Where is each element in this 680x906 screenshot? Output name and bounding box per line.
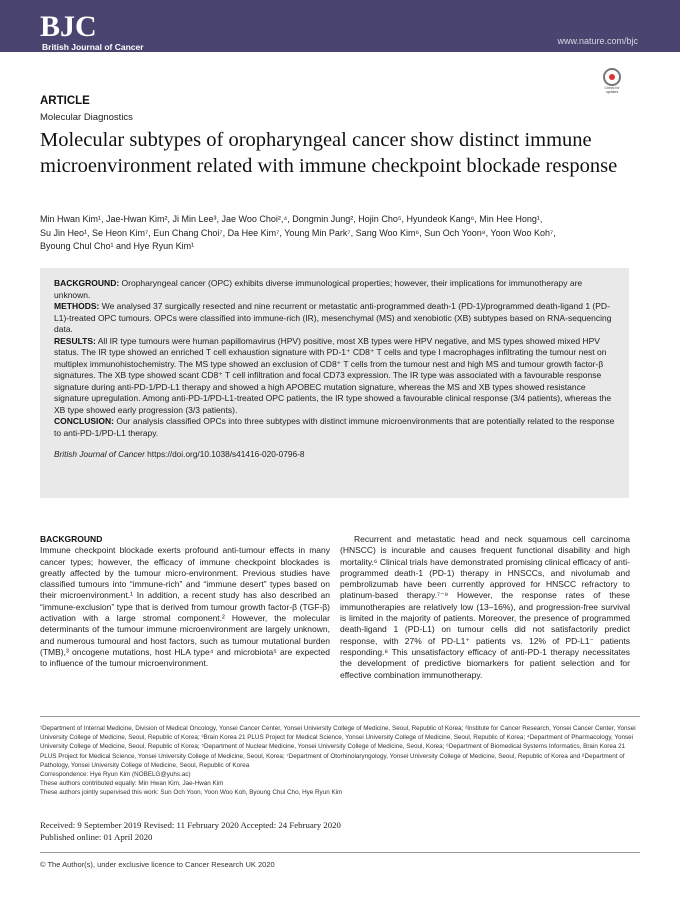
publication-dates <box>40 820 341 843</box>
abstract-conclusion <box>54 416 615 439</box>
body-paragraph: Immune checkpoint blockade exerts profound anti-tumour effects in many cancer types; however, the efficacy of immune checkpoint blockades is greatly affected by the tumour micro-environment. Previous studies have classified tumours into “immune-rich” and “immune desert” types based on their microenvironment.¹ In addition, a recent study has also described an “immune-exclusion” type that is derived from tumour growth factor-β (TGF-β) activation with a large stromal component.² However, the molecular determinants of the tumour immune microenvironment are largely unknown, and numerous tumoural and host factors, such as tumour mutational burden (TMB),³ oncogene mutations, host HLA type⁴ and microbiota⁵ are expected to influence of the tumour microenvironment. <box>40 545 330 669</box>
author-line: Su Jin Heo¹, Se Heon Kim⁷, Eun Chang Choi⁷, Da Hee Kim⁷, Young Min Park⁷, Sang Woo Kim⁶, Sun Och Yoon⁸, Yoon Woo Koh⁷, <box>40 227 556 238</box>
article-type-label: ARTICLE <box>40 95 90 107</box>
equal-contribution-note: These authors contributed equally: Min Hwan Kim, Jae-Hwan Kim <box>40 780 224 788</box>
author-line: Byoung Chul Cho¹ and Hye Ryun Kim¹ <box>40 241 195 251</box>
affiliations-block <box>40 724 640 798</box>
abstract-background <box>54 278 615 301</box>
section-heading: BACKGROUND <box>40 534 103 544</box>
body-paragraph: Recurrent and metastatic head and neck squamous cell carcinoma (HNSCC) is incurable and causes frequent functional disability and high mortality.⁶ Clinical trials have demonstrated promising clinical efficacy of anti-programmed death-1 (PD-1) therapy in HNSCCs, and nivolumab and pembrolizumab have been currently approved for HNSCC refractory to platinum-based therapy.⁷⁻⁹ However, the response rates of these immunotherapies are relatively low (13–16%), and progression-free survival is limited in the majority of patients. Moreover, the presence of programmed death-ligand 1 (PD-L1) on tumour cells did not satisfactorily predict response, with 27% of PD-L1⁺ patients vs. 12% of PD-L1⁻ patients responding.⁸ This unsatisfactory efficacy of anti-PD-1 therapy necessitates the development of predictive biomarkers for patient selection and for effective combination immunotherapy. <box>340 534 630 680</box>
author-line: Min Hwan Kim¹, Jae-Hwan Kim², Ji Min Lee³, Jae Woo Choi²,⁴, Dongmin Jung², Hojin Cho⁵, Hyundeok Kang⁶, Min Hee Hong¹, <box>40 214 543 224</box>
abstract-results <box>54 336 615 417</box>
check-for-updates-badge[interactable] <box>600 68 624 96</box>
journal-name: British Journal of Cancer <box>42 42 144 52</box>
abstract-conclusion-text: Our analysis classified OPCs into three subtypes with distinct immune microenvironments that are potentially related to the response to anti-PD-1/PD-L1 therapy. <box>54 416 615 438</box>
citation-journal: British Journal of Cancer <box>54 449 145 459</box>
author-list <box>40 213 640 254</box>
abstract-conclusion-label: CONCLUSION: <box>54 416 114 426</box>
abstract-methods-label: METHODS: <box>54 301 100 311</box>
citation-line <box>54 449 615 461</box>
check-updates-icon <box>603 68 621 86</box>
published-date: Published online: 01 April 2020 <box>40 831 153 842</box>
site-url-link[interactable]: www.nature.com/bjc <box>557 36 638 46</box>
abstract-box <box>40 268 629 498</box>
journal-logo[interactable]: BJC <box>40 10 97 43</box>
abstract-results-label: RESULTS: <box>54 335 96 346</box>
copyright-divider <box>40 852 640 853</box>
joint-supervision-note: These authors jointly supervised this work: Sun Och Yoon, Yoon Woo Koh, Byoung Chul Cho, Hye Ryun Kim <box>40 789 343 797</box>
subject-label: Molecular Diagnostics <box>40 112 133 123</box>
abstract-methods-text: We analysed 37 surgically resected and nine recurrent or metastatic anti-programmed death-1 (PD-1)/programmed death-ligand 1 (PD-L1)-treated OPC tumours. OPCs were classified into immune-rich (IR), mesenchymal (MS) and xenobiotic (XB) subtypes based on RNA-sequencing data. <box>54 301 612 334</box>
journal-header <box>0 0 680 52</box>
abstract-results-text: All IR type tumours were human papillomavirus (HPV) positive, most XB types were HPV negative, and MS types showed mixed HPV status. The IR type showed an enriched T cell exhaustion signature with PD-1⁺ CD8⁺ T cells and type I macrophages infiltrating the tumour nest on multiplex immunohistochemistry. The MS type showed an exclusion of CD8⁺ T cells from the tumour nest and high MS and tumour growth factor-β signatures. The XB type showed scant CD8⁺ T cell infiltration and focal CD73 expression. The IR type was associated with a favourable response signature during anti-PD-1/PD-L1 therapy and showed a high APOBEC mutation signature, whereas the MS and XB types showed resistance signature upregulation. Among anti-PD-1/PD-L1-treated OPC patients, the IR type showed a favourable clinical response (3/4 patients), whereas the XB type showed early progression (3/3 patients). <box>54 335 612 415</box>
abstract-background-label: BACKGROUND: <box>54 278 120 288</box>
article-title: Molecular subtypes of oropharyngeal cancer show distinct immune microenvironment related with immune checkpoint blockade response <box>40 129 618 177</box>
copyright-notice: © The Author(s), under exclusive licence to Cancer Research UK 2020 <box>40 860 275 869</box>
body-column-left <box>40 534 330 670</box>
correspondence-text[interactable]: Correspondence: Hye Ryun Kim (NOBELG@yuhs.ac) <box>40 771 191 779</box>
doi-link[interactable]: https://doi.org/10.1038/s41416-020-0796-8 <box>144 449 305 459</box>
abstract-background-text: Oropharyngeal cancer (OPC) exhibits diverse immunological properties; however, their implications for immunotherapy are unknown. <box>54 278 583 300</box>
affiliations-text: ¹Department of Internal Medicine, Division of Medical Oncology, Yonsei Cancer Center, Yonsei University College of Medicine, Seoul, Republic of Korea; ²Institute for Cancer Research, Yonsei Cancer Center, Yonsei University College of Medicine, Seoul, Republic of Korea; ³Brain Korea 21 PLUS Project for Medical Science, Yonsei University College of Medicine, Seoul, Republic of Korea; ⁴Department of Pharmacology, Yonsei University College of Medicine, Seoul, Republic of Korea; ⁵Department of Nuclear Medicine, Yonsei University College of Medicine, Seoul, Korea; ⁶Department of Biomedical Systems Informatics, Brain Korea 21 PLUS Project for Medical Science, Yonsei University College of Medicine, Seoul, Korea; ⁷Department of Otorhinolaryngology, Yonsei University College of Medicine, Seoul, Republic of Korea and ⁸Department of Pathology, Yonsei University College of Medicine, Seoul, Republic of Korea <box>40 725 636 769</box>
history-dates: Received: 9 September 2019 Revised: 11 February 2020 Accepted: 24 February 2020 <box>40 820 341 830</box>
abstract-methods <box>54 301 615 336</box>
footer-divider <box>40 716 640 717</box>
body-column-right <box>340 534 630 681</box>
check-updates-text: Check for updates <box>604 86 620 94</box>
